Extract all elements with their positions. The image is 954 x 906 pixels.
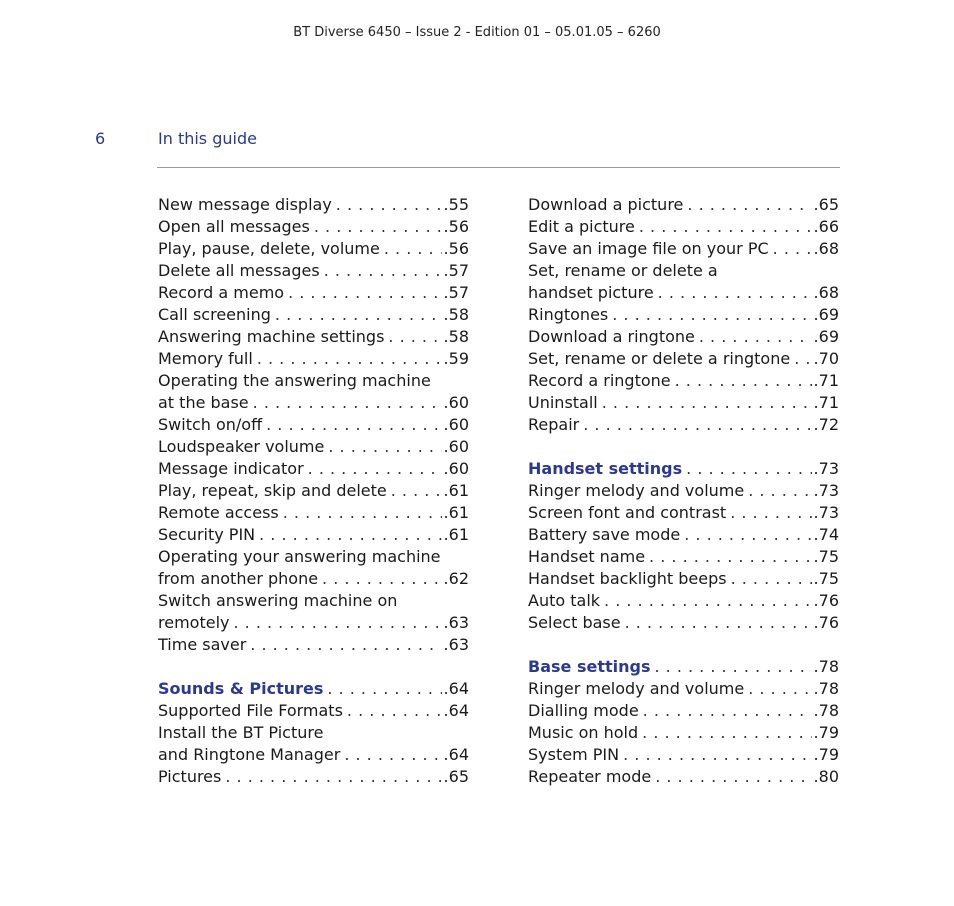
toc-entry[interactable] <box>528 370 839 392</box>
toc-entry-title: remotely <box>158 613 230 632</box>
toc-entry-title: Record a memo <box>158 283 285 302</box>
toc-entry-title: Music on hold <box>528 723 639 742</box>
dot-leader <box>748 678 811 700</box>
toc-page-number: .59 <box>443 349 469 368</box>
dot-leader <box>257 348 442 370</box>
toc-page-number: .73 <box>813 503 839 522</box>
dot-leader <box>639 216 812 238</box>
toc-entry-title: Ringer melody and volume <box>528 481 745 500</box>
toc-entry-title: Handset settings <box>528 459 683 478</box>
dot-leader <box>604 590 812 612</box>
toc-page-number: .73 <box>813 481 839 500</box>
toc-entry-title: Delete all messages <box>158 261 320 280</box>
toc-entry-title: Record a ringtone <box>528 371 671 390</box>
toc-page-number: .66 <box>813 217 839 236</box>
toc-entry-title: Repair <box>528 415 580 434</box>
dot-leader <box>794 348 811 370</box>
toc-page-number: .69 <box>813 327 839 346</box>
toc-page-number: .61 <box>443 481 469 500</box>
toc-entry[interactable] <box>528 678 839 700</box>
toc-entry[interactable] <box>528 480 839 502</box>
dot-leader <box>583 414 811 436</box>
toc-page-number: .64 <box>443 701 469 720</box>
dot-leader <box>336 194 442 216</box>
dot-leader <box>699 326 812 348</box>
toc-page-number: .78 <box>813 701 839 720</box>
toc-entry-title: Switch on/off <box>158 415 263 434</box>
toc-entry[interactable] <box>528 590 839 612</box>
toc-entry-title: Select base <box>528 613 621 632</box>
dot-leader <box>288 282 441 304</box>
toc-page-number: .80 <box>813 767 839 786</box>
toc-page-number: .56 <box>443 239 469 258</box>
toc-entry-title: Edit a picture <box>528 217 635 236</box>
toc-entry-title: Memory full <box>158 349 253 368</box>
dot-leader <box>731 568 812 590</box>
toc-entry[interactable] <box>528 238 839 260</box>
toc-entry-title: Set, rename or delete a <box>528 261 718 280</box>
toc-spacer <box>158 656 469 678</box>
toc-entry[interactable] <box>158 194 469 216</box>
toc-entry-title: Supported File Formats <box>158 701 343 720</box>
toc-entry[interactable] <box>158 524 469 546</box>
toc-entry-title: Call screening <box>158 305 271 324</box>
toc-entry-title: Operating your answering machine <box>158 547 441 566</box>
toc-entry-title: Base settings <box>528 657 651 676</box>
toc-entry[interactable] <box>158 568 469 590</box>
toc-entry[interactable] <box>528 304 839 326</box>
toc-entry[interactable] <box>158 546 469 568</box>
toc-entry[interactable] <box>158 392 469 414</box>
toc-entry[interactable] <box>158 436 469 458</box>
toc-page-number: .56 <box>443 217 469 236</box>
toc-page-number: .68 <box>813 239 839 258</box>
toc-page-number: .65 <box>443 767 469 786</box>
toc-entry-title: Auto talk <box>528 591 601 610</box>
toc-entry[interactable] <box>528 524 839 546</box>
toc-entry[interactable] <box>528 722 839 744</box>
toc-page-number: .78 <box>813 679 839 698</box>
toc-entry-title: Remote access <box>158 503 279 522</box>
toc-page-number: .79 <box>813 745 839 764</box>
toc-page-number: .57 <box>443 261 469 280</box>
dot-leader <box>686 458 811 480</box>
toc-entry[interactable] <box>528 568 839 590</box>
dot-leader <box>328 436 441 458</box>
toc-page-number: .63 <box>443 635 469 654</box>
toc-entry[interactable] <box>158 414 469 436</box>
dot-leader <box>347 700 442 722</box>
dot-leader <box>283 502 442 524</box>
toc-entry[interactable] <box>158 304 469 326</box>
dot-leader <box>748 480 811 502</box>
toc-page-number: .71 <box>813 393 839 412</box>
dot-leader <box>658 282 812 304</box>
dot-leader <box>233 612 441 634</box>
toc-page-number: .76 <box>813 613 839 632</box>
toc-page-number: .64 <box>443 745 469 764</box>
toc-entry-title: Download a picture <box>528 195 684 214</box>
toc-entry[interactable] <box>158 370 469 392</box>
toc-page-number: .58 <box>443 327 469 346</box>
toc-entry-title: Operating the answering machine <box>158 371 431 390</box>
dot-leader <box>275 304 442 326</box>
dot-leader <box>327 678 441 700</box>
toc-page-number: .65 <box>813 195 839 214</box>
toc-entry-title: at the base <box>158 393 249 412</box>
dot-leader <box>654 656 811 678</box>
dot-leader <box>675 370 812 392</box>
dot-leader <box>730 502 811 524</box>
toc-entry-title: from another phone <box>158 569 319 588</box>
toc-entry[interactable] <box>528 348 839 370</box>
toc-entry-title: Handset name <box>528 547 646 566</box>
dot-leader <box>324 260 442 282</box>
toc-entry[interactable] <box>528 766 839 788</box>
toc-spacer <box>528 436 839 458</box>
toc-entry[interactable] <box>528 744 839 766</box>
toc-page-number: .70 <box>813 349 839 368</box>
dot-leader <box>773 238 812 260</box>
toc-section-heading[interactable] <box>528 656 839 678</box>
toc-page-number: .60 <box>443 393 469 412</box>
dot-leader <box>253 392 442 414</box>
toc-entry[interactable] <box>528 216 839 238</box>
dot-leader <box>687 194 811 216</box>
toc-entry[interactable] <box>158 766 469 788</box>
toc-page-number: .71 <box>813 371 839 390</box>
toc-entry-title: System PIN <box>528 745 620 764</box>
toc-column-right <box>528 194 839 788</box>
toc-page-number: .58 <box>443 305 469 324</box>
toc-section-heading[interactable] <box>528 458 839 480</box>
toc-page-number: .60 <box>443 437 469 456</box>
dot-leader <box>314 216 442 238</box>
toc-entry-title: Play, pause, delete, volume <box>158 239 380 258</box>
toc-entry-title: Ringer melody and volume <box>528 679 745 698</box>
dot-leader <box>684 524 811 546</box>
toc-entry-title: Repeater mode <box>528 767 652 786</box>
toc-entry-title: Time saver <box>158 635 247 654</box>
toc-page-number: .75 <box>813 569 839 588</box>
dot-leader <box>391 480 442 502</box>
toc-entry[interactable] <box>158 480 469 502</box>
toc-entry[interactable] <box>158 348 469 370</box>
dot-leader <box>623 744 811 766</box>
toc-entry[interactable] <box>528 282 839 304</box>
toc-page-number: .61 <box>443 503 469 522</box>
dot-leader <box>602 392 812 414</box>
toc-entry-title: Loudspeaker volume <box>158 437 325 456</box>
toc-entry-title: Answering machine settings <box>158 327 385 346</box>
toc-entry[interactable] <box>158 238 469 260</box>
toc-page-number: .74 <box>813 525 839 544</box>
toc-entry-title: Sounds & Pictures <box>158 679 324 698</box>
toc-entry[interactable] <box>158 744 469 766</box>
toc-entry[interactable] <box>528 326 839 348</box>
toc-entry[interactable] <box>528 700 839 722</box>
dot-leader <box>612 304 811 326</box>
toc-entry-title: Ringtones <box>528 305 609 324</box>
dot-leader <box>344 744 441 766</box>
toc-entry-title: Pictures <box>158 767 222 786</box>
toc-page-number: .62 <box>443 569 469 588</box>
dot-leader <box>642 722 811 744</box>
dot-leader <box>643 700 812 722</box>
toc-entry-title: Save an image file on your PC <box>528 239 769 258</box>
dot-leader <box>384 238 442 260</box>
section-title: In this guide <box>158 129 257 148</box>
toc-entry-title: Switch answering machine on <box>158 591 398 610</box>
toc-entry[interactable] <box>158 634 469 656</box>
toc-entry-title: Dialling mode <box>528 701 639 720</box>
toc-entry[interactable] <box>528 502 839 524</box>
toc-entry-title: Open all messages <box>158 217 310 236</box>
toc-entry-title: and Ringtone Manager <box>158 745 341 764</box>
toc-page-number: .68 <box>813 283 839 302</box>
toc-entry[interactable] <box>528 194 839 216</box>
dot-leader <box>308 458 442 480</box>
toc-entry[interactable] <box>158 612 469 634</box>
toc-entry[interactable] <box>158 722 469 744</box>
dot-leader <box>225 766 441 788</box>
toc-page-number: .63 <box>443 613 469 632</box>
header-divider <box>157 167 840 168</box>
toc-entry[interactable] <box>528 414 839 436</box>
toc-section-heading[interactable] <box>158 678 469 700</box>
toc-entry[interactable] <box>158 502 469 524</box>
toc-page-number: .75 <box>813 547 839 566</box>
toc-page-number: .72 <box>813 415 839 434</box>
toc-entry[interactable] <box>158 700 469 722</box>
toc-page-number: .76 <box>813 591 839 610</box>
toc-entry[interactable] <box>528 612 839 634</box>
toc-page-number: .69 <box>813 305 839 324</box>
toc-entry[interactable] <box>158 590 469 612</box>
toc-entry-title: handset picture <box>528 283 654 302</box>
toc-entry[interactable] <box>158 282 469 304</box>
toc-column-left <box>158 194 469 788</box>
toc-entry-title: Message indicator <box>158 459 304 478</box>
dot-leader <box>266 414 441 436</box>
toc-entry-title: Set, rename or delete a ringtone <box>528 349 791 368</box>
toc-entry-title: Handset backlight beeps <box>528 569 727 588</box>
dot-leader <box>322 568 442 590</box>
page-number: 6 <box>95 129 106 148</box>
document-header: BT Diverse 6450 – Issue 2 - Edition 01 – 05.01.05 – 6260 <box>293 25 661 40</box>
toc-entry-title: Uninstall <box>528 393 598 412</box>
toc-entry-title: New message display <box>158 195 332 214</box>
dot-leader <box>655 766 811 788</box>
toc-entry[interactable] <box>158 216 469 238</box>
toc-page-number: .61 <box>443 525 469 544</box>
dot-leader <box>259 524 441 546</box>
toc-page-number: .73 <box>813 459 839 478</box>
toc-entry[interactable] <box>158 260 469 282</box>
toc-page-number: .55 <box>443 195 469 214</box>
toc-entry-title: Download a ringtone <box>528 327 695 346</box>
dot-leader <box>250 634 441 656</box>
toc-page-number: .60 <box>443 415 469 434</box>
toc-entry-title: Play, repeat, skip and delete <box>158 481 387 500</box>
toc-entry-title: Install the BT Picture <box>158 723 324 742</box>
dot-leader <box>649 546 812 568</box>
toc-entry-title: Security PIN <box>158 525 256 544</box>
toc-spacer <box>528 634 839 656</box>
toc-entry[interactable] <box>528 392 839 414</box>
dot-leader <box>625 612 812 634</box>
dot-leader <box>388 326 441 348</box>
toc-page-number: .64 <box>443 679 469 698</box>
toc-entry-title: Battery save mode <box>528 525 681 544</box>
toc-entry[interactable] <box>528 260 839 282</box>
toc-page-number: .60 <box>443 459 469 478</box>
toc-entry[interactable] <box>158 326 469 348</box>
toc-page-number: .57 <box>443 283 469 302</box>
toc-entry[interactable] <box>528 546 839 568</box>
toc-page-number: .78 <box>813 657 839 676</box>
toc-entry-title: Screen font and contrast <box>528 503 727 522</box>
toc-page-number: .79 <box>813 723 839 742</box>
toc-entry[interactable] <box>158 458 469 480</box>
